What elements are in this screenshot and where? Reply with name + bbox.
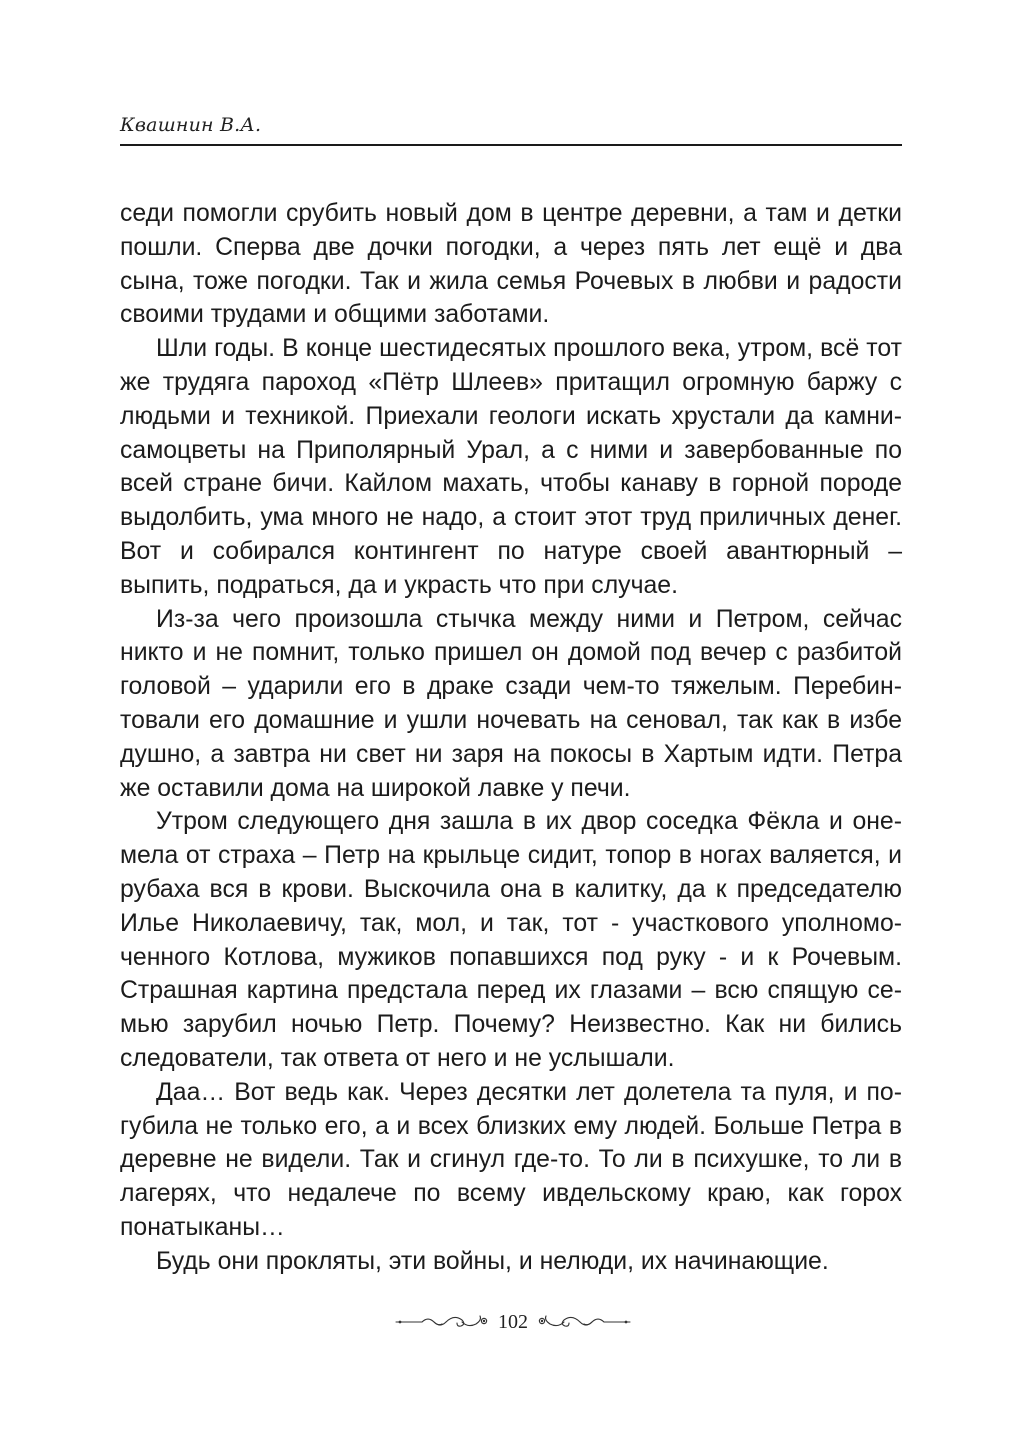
paragraph-2: Шли годы. В конце шестидесятых прошлого века, утром, всё тот же трудяга пароход «Пётр Шлеев» притащил огромную баржу с людьми и техникой. Приехали геологи искать хрустали да камни-самоцветы на Приполярный Урал, а с ними и завербованные по всей стране бичи. Кайлом махать, чтобы канаву в горной породе выдолбить, ума много не надо, а стоит этот труд приличных денег. Вот и собирался контингент по натуре своей авантюрный – выпить, подраться, да и украсть что при случае. (120, 335, 902, 599)
page-footer (0, 1308, 1026, 1336)
paragraph-5: Даа… Вот ведь как. Через десятки лет долетела та пуля, и погубила не только его, а и всех близких ему людей. Больше Петра в деревне не видели. Так и сгинул где-то. То ли в психушке, то ли в лагерях, что недалече по всему ивдельскому краю, как горох понатыканы… (120, 1078, 902, 1241)
paragraph-6: Будь они прокляты, эти войны, и нелюди, их начинающие. (156, 1247, 829, 1275)
paragraph-3: Из-за чего произошла стычка между ними и Петром, сейчас никто и не помнит, только пришел он домой под вечер с разбитой головой – ударили его в драке сзади чем-то тяжелым. Перебинтовали его домашние и ушли ночевать на сеновал, так как в избе душно, а завтра ни свет ни заря на покосы в Хартым идти. Петра же оставили дома на широкой лавке у печи. (120, 605, 902, 802)
paragraph-4: Утром следующего дня зашла в их двор соседка Фёкла и онемела от страха – Петр на крыльце сидит, топор в ногах валяется, и рубаха вся в крови. Выскочила она в калитку, да к председателю Илье Николаевичу, так, мол, и так, тот - участкового уполномоченного Котлова, мужиков попавшихся под руку - и к Рочевым. Страшная картина предстала перед их глазами – всю спящую семью зарубил ночью Петр. Почему? Неизвестно. Как ни бились следователи, так ответа от него и не услышали. (120, 808, 902, 1072)
header-rule (120, 144, 902, 146)
ornament-flourish-left-icon (394, 1312, 494, 1332)
running-head-author: Квашнин В.А. (120, 114, 262, 136)
page-number: 102 (498, 1311, 528, 1333)
paragraph-1: седи помогли срубить новый дом в центре деревни, а там и детки пошли. Сперва две дочки погодки, а через пять лет ещё и два сына, тоже погодки. Так и жила семья Рочевых в любви и радости своими трудами и общими заботами. (120, 200, 902, 329)
body-text (120, 197, 902, 1279)
ornament-flourish-right-icon (532, 1312, 632, 1332)
